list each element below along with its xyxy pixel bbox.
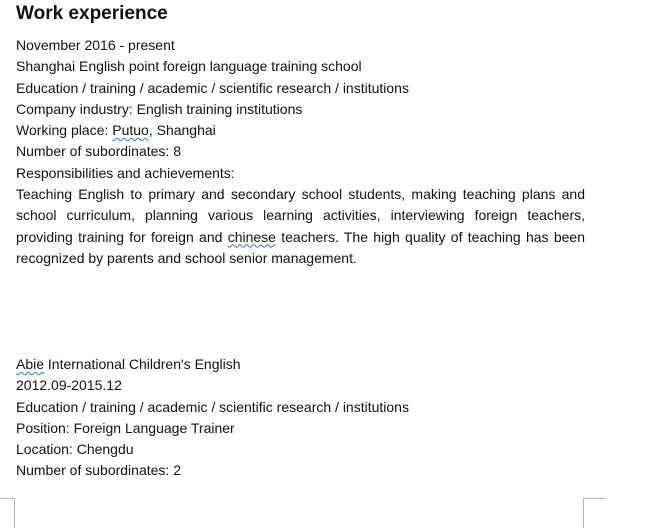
job1-place-suffix: , Shanghai bbox=[148, 122, 216, 139]
job1-place-city-flagged[interactable]: Putuo bbox=[112, 122, 149, 139]
job2-location: Location: Chengdu bbox=[16, 441, 134, 458]
job2-subordinates: Number of subordinates: 2 bbox=[16, 462, 181, 479]
job2-company-flagged-word[interactable]: Abie bbox=[16, 356, 45, 372]
job1-industry: Company industry: English training institutions bbox=[16, 100, 303, 117]
job2-period: 2012.09-2015.12 bbox=[16, 377, 122, 394]
job-entry-2 bbox=[16, 354, 585, 482]
section-heading: Work experience bbox=[16, 3, 168, 24]
job2-position: Position: Foreign Language Trainer bbox=[16, 419, 235, 436]
job2-category: Education / training / academic / scientific research / institutions bbox=[16, 398, 409, 415]
job1-company: Shanghai English point foreign language training school bbox=[16, 58, 362, 75]
job1-responsibilities-label: Responsibilities and achievements: bbox=[16, 164, 235, 181]
job-entry-1 bbox=[16, 35, 585, 269]
job1-responsibilities-part2: teachers. The high quality of teaching has been recognized by parents and school senior management. bbox=[16, 228, 585, 266]
job2-company-rest: International Children's English bbox=[44, 356, 241, 372]
job1-responsibilities-text bbox=[16, 184, 585, 269]
job1-place-prefix: Working place: bbox=[16, 122, 113, 139]
job1-responsibilities-flagged-word[interactable]: chinese bbox=[227, 228, 276, 245]
job1-working-place bbox=[16, 120, 585, 141]
margin-corner-mark-left bbox=[0, 498, 15, 528]
job2-company bbox=[16, 354, 585, 375]
job1-period: November 2016 - present bbox=[16, 37, 175, 53]
job1-category: Education / training / academic / scientific research / institutions bbox=[16, 79, 409, 96]
job1-subordinates: Number of subordinates: 8 bbox=[16, 143, 181, 160]
margin-corner-mark-right bbox=[583, 498, 606, 528]
job1-responsibilities-part1: Teaching English to primary and secondary school students, making teaching plans and school curriculum, planning various learning activities, interviewing foreign teachers, providing training for foreign and bbox=[16, 186, 585, 245]
